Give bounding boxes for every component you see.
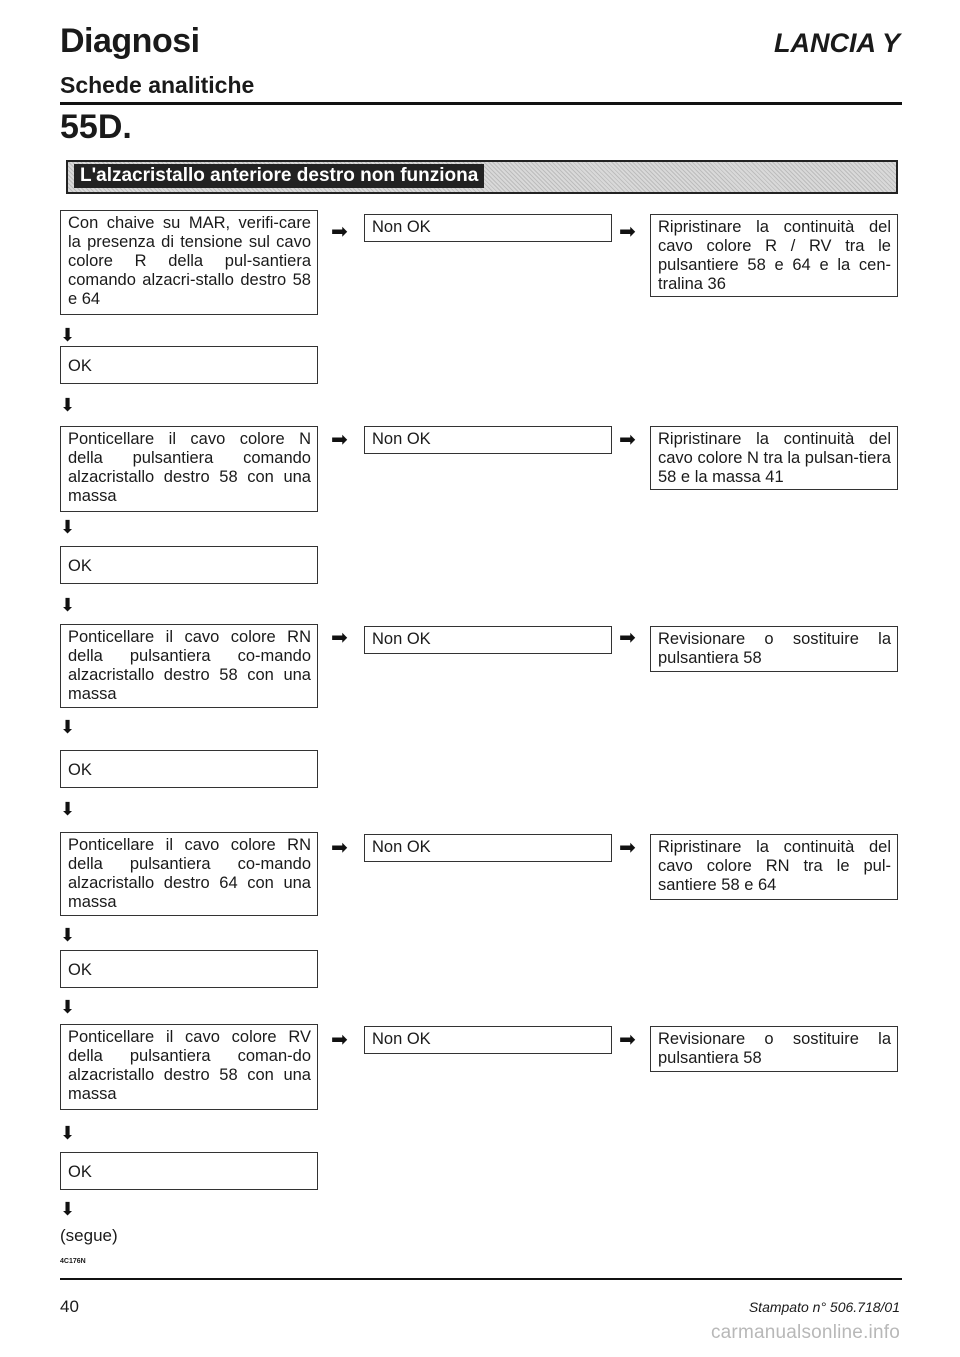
page-subtitle: Schede analitiche (60, 72, 255, 98)
arrow-right-icon: ➡ (331, 429, 348, 451)
watermark: carmanualsonline.info (710, 1322, 900, 1343)
arrow-right-icon: ➡ (619, 429, 636, 451)
ok-box-4: OK (60, 950, 318, 988)
arrow-right-icon: ➡ (331, 1029, 348, 1051)
ok-box-5: OK (60, 1152, 318, 1190)
header-rule (60, 102, 902, 105)
non-ok-box-3: Non OK (364, 626, 612, 654)
check-box-4: Ponticellare il cavo colore RN della pulsantiera co-mando alzacristallo destro 64 con una massa (60, 832, 318, 916)
arrow-down-icon: ⬇ (60, 717, 76, 737)
action-box-4: Ripristinare la continuità del cavo colore RN tra le pul-santiere 58 e 64 (650, 834, 898, 900)
action-box-5: Revisionare o sostituire la pulsantiera 58 (650, 1026, 898, 1072)
non-ok-box-2: Non OK (364, 426, 612, 454)
fault-banner (66, 160, 898, 194)
ok-box-3: OK (60, 750, 318, 788)
arrow-down-icon: ⬇ (60, 325, 76, 345)
arrow-down-icon: ⬇ (60, 925, 76, 945)
action-box-2: Ripristinare la continuità del cavo colore N tra la pulsan-tiera 58 e la massa 41 (650, 426, 898, 490)
check-box-3: Ponticellare il cavo colore RN della pulsantiera co-mando alzacristallo destro 58 con una massa (60, 624, 318, 708)
arrow-down-icon: ⬇ (60, 517, 76, 537)
arrow-down-icon: ⬇ (60, 997, 76, 1017)
page-number: 40 (60, 1297, 79, 1316)
fault-banner-text: L'alzacristallo anteriore destro non funziona (74, 164, 484, 188)
arrow-right-icon: ➡ (619, 221, 636, 243)
non-ok-box-1: Non OK (364, 214, 612, 242)
arrow-down-icon: ⬇ (60, 1199, 76, 1219)
arrow-down-icon: ⬇ (60, 395, 76, 415)
check-box-2: Ponticellare il cavo colore N della pulsantiera comando alzacristallo destro 58 con una massa (60, 426, 318, 512)
arrow-right-icon: ➡ (331, 627, 348, 649)
footer-rule (60, 1278, 902, 1280)
arrow-right-icon: ➡ (619, 1029, 636, 1051)
arrow-right-icon: ➡ (331, 221, 348, 243)
ok-box-2: OK (60, 546, 318, 584)
non-ok-box-4: Non OK (364, 834, 612, 862)
arrow-right-icon: ➡ (619, 837, 636, 859)
check-box-1: Con chaive su MAR, verifi-care la presenza di tensione sul cavo colore R della pul-santiera comando alzacri-stallo destro 58 e 64 (60, 210, 318, 315)
action-box-3: Revisionare o sostituire la pulsantiera 58 (650, 626, 898, 672)
check-box-5: Ponticellare il cavo colore RV della pulsantiera coman-do alzacristallo destro 58 con una massa (60, 1024, 318, 1110)
section-code: 55D. (60, 108, 132, 146)
arrow-down-icon: ⬇ (60, 595, 76, 615)
non-ok-box-5: Non OK (364, 1026, 612, 1054)
figure-code: 4C176N (60, 1258, 86, 1265)
arrow-down-icon: ⬇ (60, 799, 76, 819)
page-title: Diagnosi (60, 22, 200, 60)
continued-label: (segue) (60, 1226, 118, 1245)
action-box-1: Ripristinare la continuità del cavo colore R / RV tra le pulsantiere 58 e 64 e la cen-tralina 36 (650, 214, 898, 297)
arrow-right-icon: ➡ (331, 837, 348, 859)
arrow-down-icon: ⬇ (60, 1123, 76, 1143)
arrow-right-icon: ➡ (619, 627, 636, 649)
ok-box-1: OK (60, 346, 318, 384)
print-reference: Stampato n° 506.718/01 (748, 1299, 900, 1315)
brand-name: LANCIA Y (773, 28, 900, 58)
